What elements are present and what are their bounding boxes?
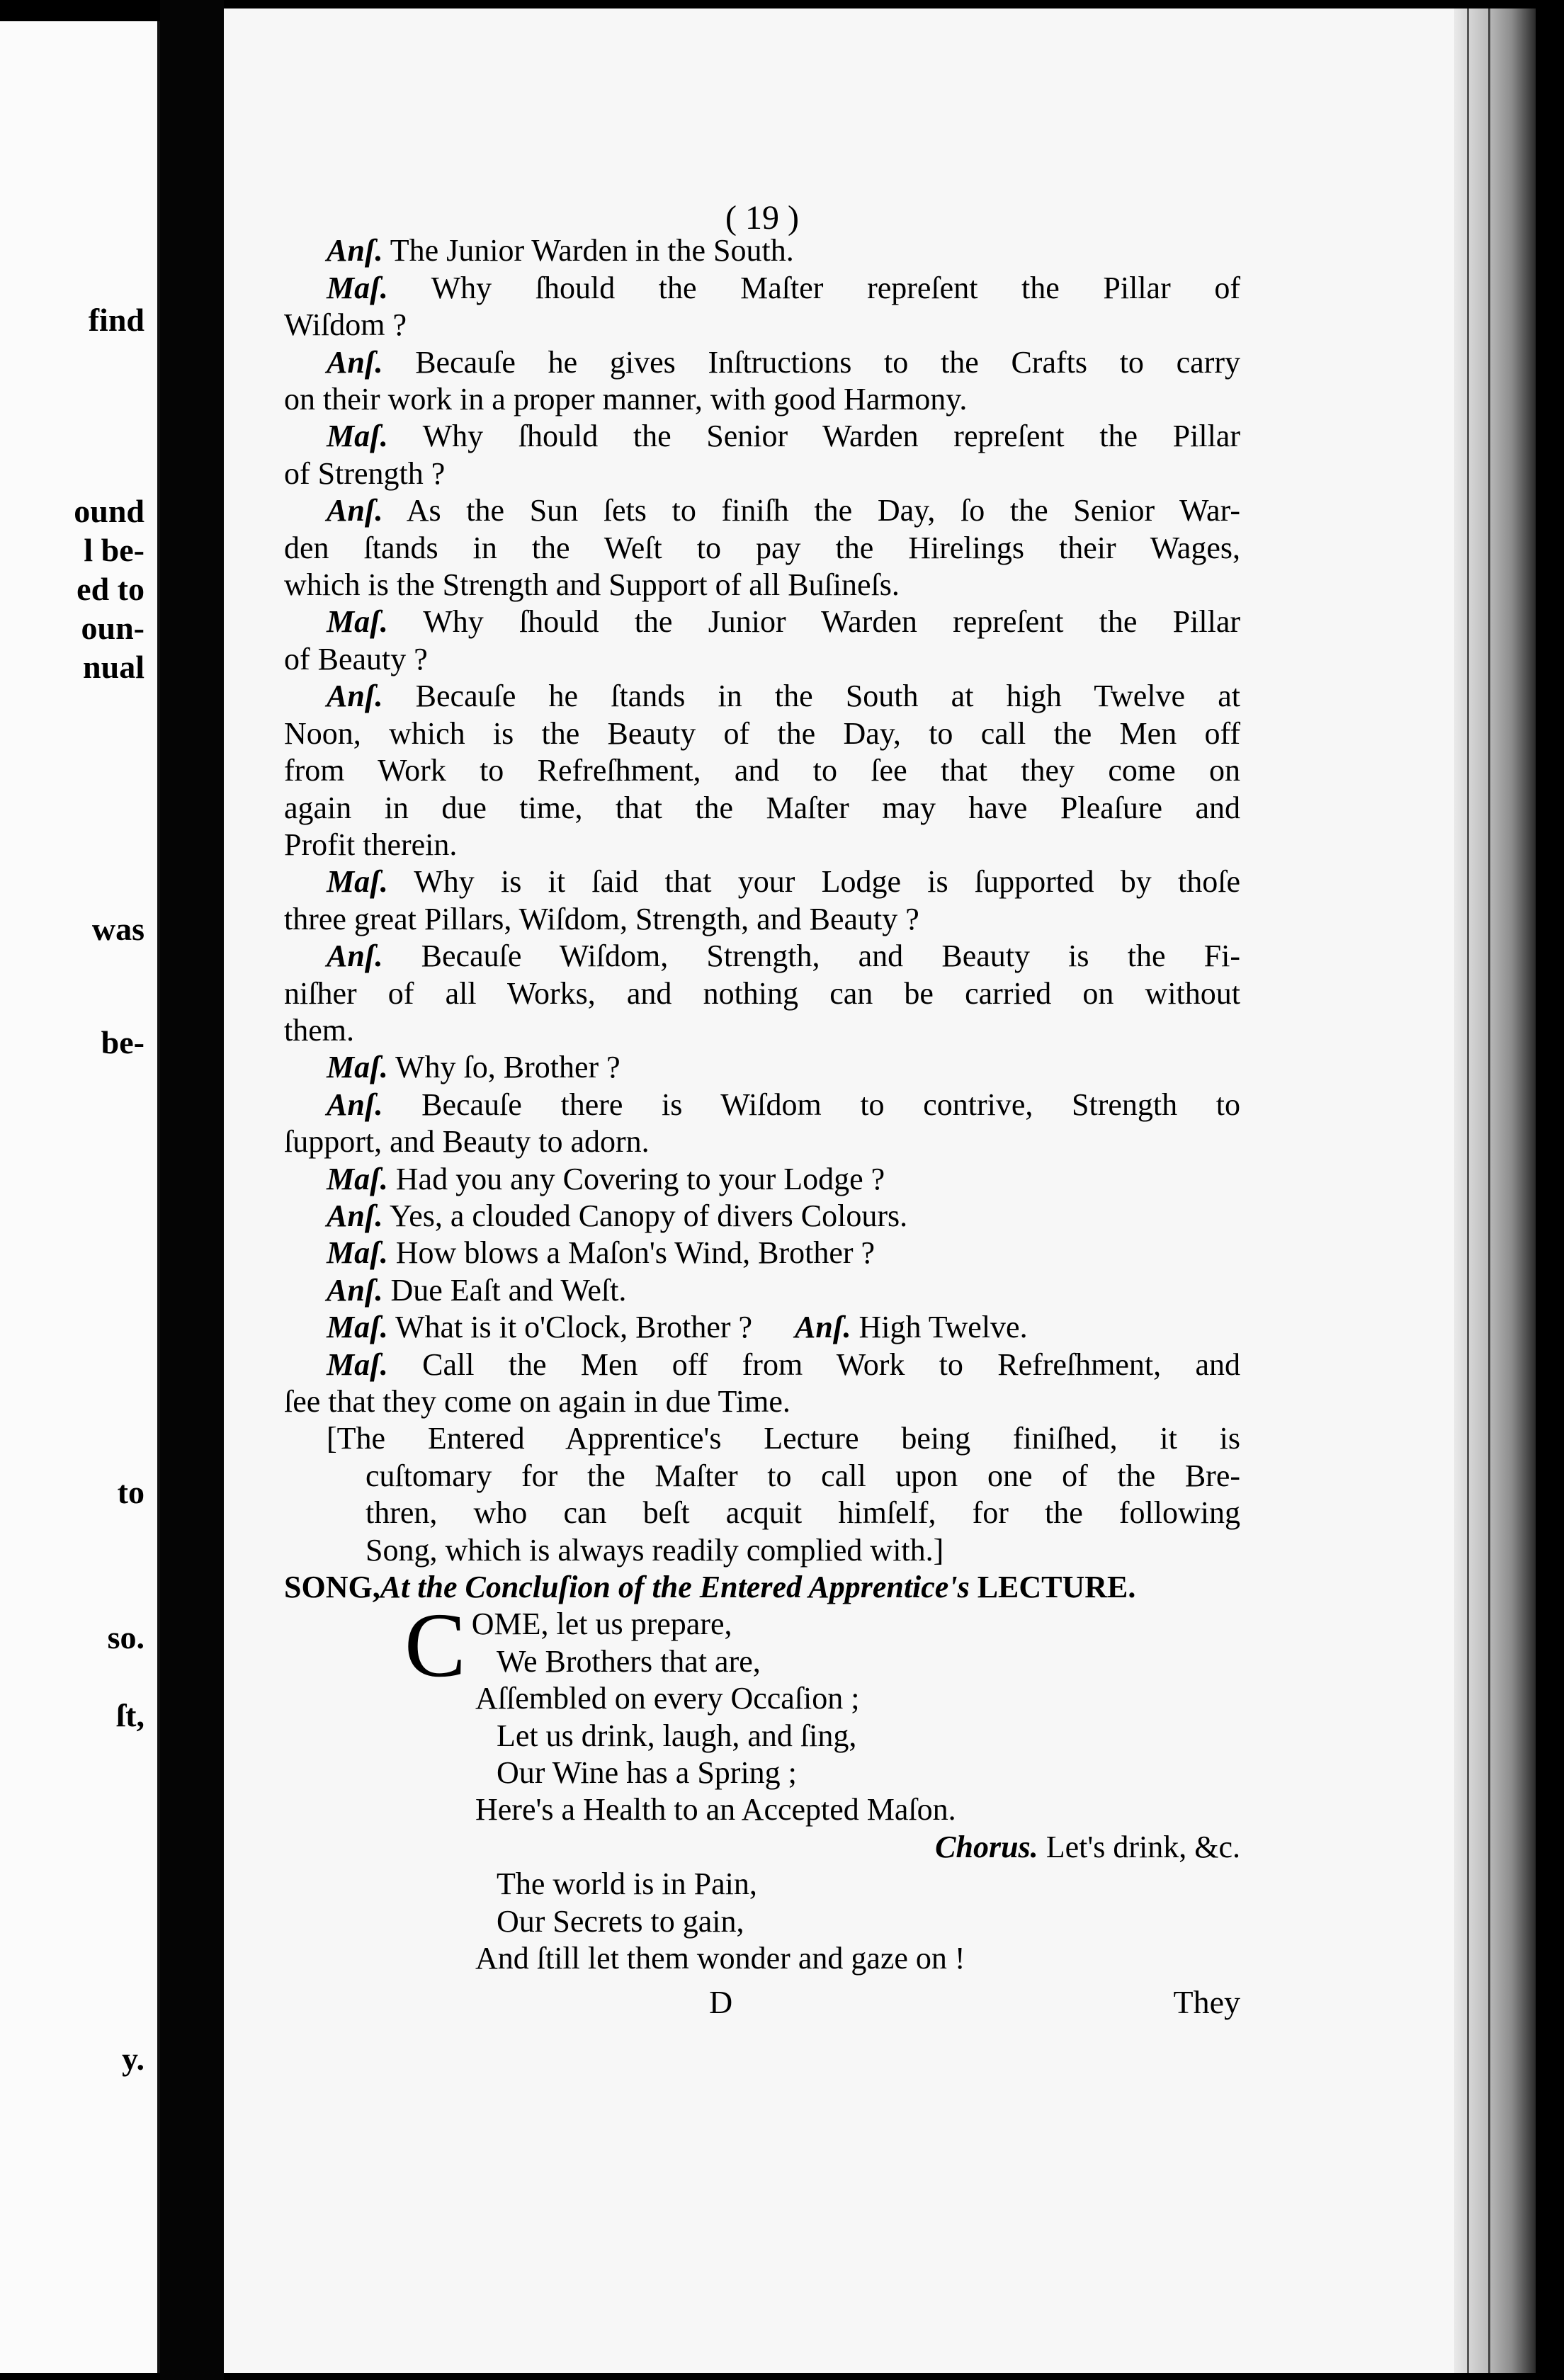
text-line xyxy=(284,604,1240,640)
chorus-line: Chorus. Let's drink, &c. xyxy=(935,1829,1240,1864)
text-line xyxy=(284,232,1240,269)
text-line xyxy=(284,1161,1240,1198)
line-text: High Twelve. xyxy=(851,1310,1028,1345)
catchword: They xyxy=(1173,1983,1240,2020)
line-text: Becauſe Wiſdom, Strength, and Beauty is the Fi- xyxy=(382,939,1240,974)
note-line: thren, who can beſt acquit himſelf, for the following xyxy=(366,1495,1240,1531)
page-text xyxy=(284,200,1240,2026)
page-footer xyxy=(284,1983,1240,2026)
book-gutter xyxy=(160,0,224,2380)
signature-mark: D xyxy=(709,1983,733,2020)
line-text: How blows a Maſon's Wind, Brother ? xyxy=(387,1235,876,1271)
bracketed-note xyxy=(284,1420,1240,1569)
margin-fragment: l be- xyxy=(84,532,144,568)
text-line xyxy=(284,827,1240,863)
text-line xyxy=(284,863,1240,900)
text-line xyxy=(284,1347,1240,1383)
text-line xyxy=(284,901,1240,938)
verse-line: The world is in Pain, xyxy=(497,1866,757,1902)
speaker-label: Anſ. xyxy=(327,493,383,528)
text-line xyxy=(284,1272,1240,1309)
line-text: Wiſdom ? xyxy=(284,307,407,343)
line-text: of Strength ? xyxy=(284,455,446,491)
speaker-label: Anſ. xyxy=(327,679,383,714)
line-text: Becauſe there is Wiſdom to contrive, Strength to xyxy=(382,1087,1240,1122)
line-text: Due Eaſt and Weſt. xyxy=(382,1272,627,1308)
line-text: Why ſhould the Junior Warden repreſent the Pillar xyxy=(387,604,1240,640)
speaker-label: Maſ. xyxy=(327,1347,388,1382)
text-line xyxy=(284,492,1240,529)
line-text: Profit therein. xyxy=(284,827,458,862)
speaker-label: Anſ. xyxy=(327,1198,383,1233)
line-text: on their work in a proper manner, with good Harmony. xyxy=(284,382,968,417)
text-line xyxy=(284,1123,1240,1160)
text-line xyxy=(284,975,1240,1012)
text-line xyxy=(284,344,1240,381)
line-text: niſher of all Works, and nothing can be carried on without xyxy=(284,975,1240,1011)
text-line xyxy=(284,678,1240,715)
text-line xyxy=(284,1012,1240,1049)
text-line xyxy=(284,1309,1240,1346)
line-text: Why is it ſaid that your Lodge is ſupported by thoſe xyxy=(387,864,1240,900)
line-text: Had you any Covering to your Lodge ? xyxy=(387,1161,885,1196)
text-line xyxy=(284,1049,1240,1086)
margin-fragment: nual xyxy=(83,649,144,685)
line-text: ſupport, and Beauty to adorn. xyxy=(284,1124,650,1160)
text-line xyxy=(284,938,1240,975)
text-line xyxy=(284,381,1240,418)
text-line xyxy=(284,567,1240,604)
page-edges xyxy=(1454,8,1536,2373)
speaker-label: Maſ. xyxy=(327,1050,388,1085)
speaker-label: Maſ. xyxy=(327,419,388,454)
text-line xyxy=(284,641,1240,678)
speaker-label: Anſ. xyxy=(327,344,383,380)
line-text: three great Pillars, Wiſdom, Strength, and Beauty ? xyxy=(284,901,919,936)
margin-fragment: find xyxy=(88,302,144,338)
line-text: which is the Strength and Support of all Buſineſs. xyxy=(284,567,900,603)
verse-line: Let us drink, laugh, and ſing, xyxy=(497,1718,857,1753)
text-line xyxy=(284,790,1240,827)
text-line xyxy=(284,455,1240,492)
line-text: Becauſe he ſtands in the South at high Twelve at xyxy=(382,679,1240,714)
line-text: Call the Men off from Work to Refreſhment, and xyxy=(387,1347,1240,1382)
song-heading: SONG,At the Concluſion of the Entered Apprentice's LECTURE. xyxy=(284,1570,1136,1605)
speaker-label: Maſ. xyxy=(327,1310,388,1345)
margin-fragment: ſt, xyxy=(116,1697,144,1733)
text-line xyxy=(284,307,1240,344)
text-line xyxy=(284,752,1240,789)
margin-fragment: oun- xyxy=(81,610,144,646)
line-text: The Junior Warden in the South. xyxy=(382,233,794,268)
speaker-label: Anſ. xyxy=(327,1087,383,1122)
verse-line: OME, let us prepare, xyxy=(471,1606,732,1642)
speaker-label: Maſ. xyxy=(327,270,388,305)
line-text: Noon, which is the Beauty of the Day, to call the Men off xyxy=(284,715,1240,751)
line-text: them. xyxy=(284,1012,354,1048)
verse-line: Aſſembled on every Occaſion ; xyxy=(475,1681,860,1716)
speaker-label: Anſ. xyxy=(327,939,383,974)
text-line xyxy=(284,1198,1240,1235)
verse-line: Here's a Health to an Accepted Maſon. xyxy=(475,1792,956,1828)
note-line: [The Entered Apprentice's Lecture being finiſhed, it is xyxy=(327,1421,1240,1456)
verse-line: And ſtill let them wonder and gaze on ! xyxy=(475,1941,965,1976)
drop-capital: C xyxy=(404,1594,466,1697)
line-text: Becauſe he gives Inſtructions to the Crafts to carry xyxy=(382,344,1240,380)
margin-fragment: be- xyxy=(101,1024,144,1060)
text-line xyxy=(284,1383,1240,1420)
text-line xyxy=(284,418,1240,455)
text-line xyxy=(284,715,1240,752)
book-page xyxy=(224,8,1536,2373)
line-text: Yes, a clouded Canopy of divers Colours. xyxy=(382,1198,908,1233)
margin-fragment: was xyxy=(91,911,144,947)
text-line xyxy=(284,270,1240,307)
margin-fragment: to xyxy=(117,1474,144,1510)
page-number: ( 19 ) xyxy=(725,199,799,237)
margin-fragment: so. xyxy=(107,1619,144,1655)
verse-line: Our Wine has a Spring ; xyxy=(497,1755,797,1791)
verse-line: We Brothers that are, xyxy=(497,1643,761,1679)
speaker-label: Maſ. xyxy=(327,864,388,900)
line-text: Why ſo, Brother ? xyxy=(387,1050,620,1085)
margin-fragment: ed to xyxy=(76,571,144,607)
speaker-label: Maſ. xyxy=(327,1235,388,1271)
margin-fragment: ound xyxy=(74,493,144,529)
line-text: from Work to Refreſhment, and to ſee that they come on xyxy=(284,753,1240,788)
song-stanza-2 xyxy=(284,1866,1240,1977)
text-line xyxy=(284,1087,1240,1123)
facing-page-edge xyxy=(0,21,160,2373)
line-text: What is it o'Clock, Brother ? xyxy=(387,1310,753,1345)
margin-fragment: y. xyxy=(122,2041,144,2077)
text-line xyxy=(284,530,1240,567)
song-stanza-1 xyxy=(284,1594,1240,1866)
speaker-label: Maſ. xyxy=(327,604,388,640)
catechism-lines xyxy=(284,232,1240,1420)
note-line: Song, which is always readily complied with.] xyxy=(366,1532,944,1568)
line-text: again in due time, that the Maſter may have Pleaſure and xyxy=(284,790,1240,825)
line-text: of Beauty ? xyxy=(284,641,428,676)
line-text: den ſtands in the Weſt to pay the Hirelings their Wages, xyxy=(284,530,1240,565)
note-line: cuſtomary for the Maſter to call upon one of the Bre- xyxy=(366,1458,1240,1493)
line-text: As the Sun ſets to finiſh the Day, ſo the Senior War- xyxy=(382,493,1240,528)
speaker-label: Anſ. xyxy=(327,233,383,268)
text-line xyxy=(284,1235,1240,1271)
line-text: Why ſhould the Maſter repreſent the Pillar of xyxy=(387,270,1240,305)
line-text: ſee that they come on again in due Time. xyxy=(284,1384,790,1419)
speaker-label: Maſ. xyxy=(327,1161,388,1196)
speaker-label: Anſ. xyxy=(327,1272,383,1308)
verse-line: Our Secrets to gain, xyxy=(497,1903,744,1939)
line-text: Why ſhould the Senior Warden repreſent the Pillar xyxy=(387,419,1240,454)
speaker-label: Anſ. xyxy=(795,1310,851,1345)
